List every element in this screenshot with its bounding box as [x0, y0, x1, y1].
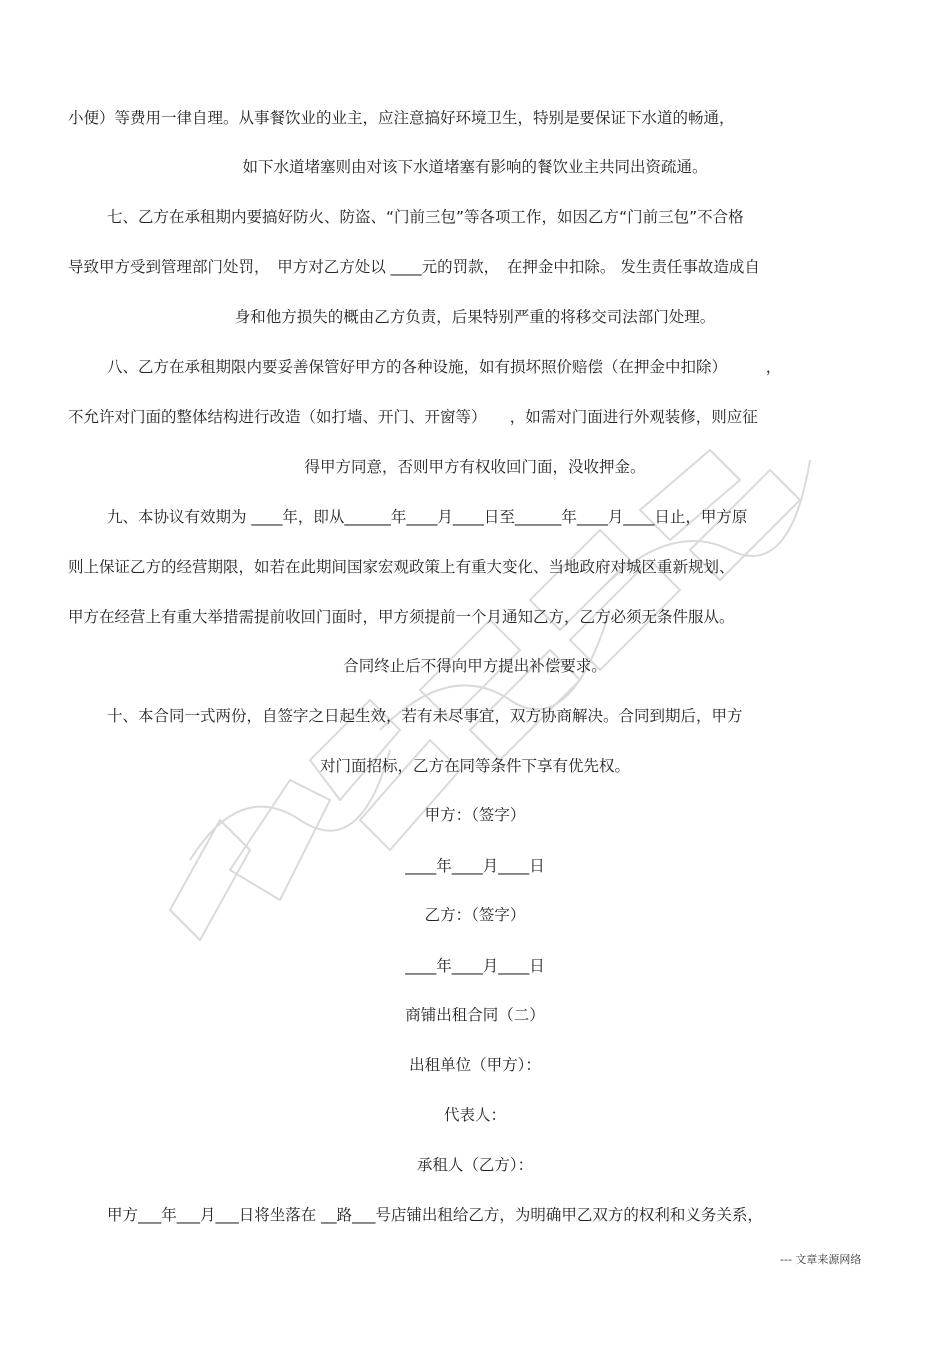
text-line-7: 不允许对门面的整体结构进行改造（如打墙、开门、开窗等） ，如需对门面进行外观装修，则应征 — [68, 408, 758, 426]
text-line-6: 八、乙方在承租期限内要妥善保管好甲方的各种设施，如有损坏照价赔偿（在押金中扣除） ， — [107, 358, 782, 376]
text-line-1: 小便）等费用一律自理。从事餐饮业的业主，应注意搞好环境卫生，特别是要保证下水道的畅通， — [68, 109, 735, 127]
signature-party-b: 乙方：（签字） — [424, 906, 526, 924]
lessee-label: 承租人（乙方）： — [416, 1156, 534, 1174]
text-line-10: 则上保证乙方的经营期限，如若在此期间国家宏观政策上有重大变化、当地政府对城区重新规划、 — [68, 558, 735, 576]
footer-source: --- 文章来源网络 — [780, 1253, 862, 1266]
text-line-13: 十、本合同一式两份，自签字之日起生效，若有未尽事宜，双方协商解决。合同到期后，甲方 — [107, 707, 743, 725]
text-line-12: 合同终止后不得向甲方提出补偿要求。 — [343, 657, 607, 675]
signature-date-b: ____年____月____日 — [405, 957, 545, 975]
text-line-11: 甲方在经营上有重大举措需提前收回门面时，甲方须提前一个月通知乙方，乙方必须无条件服从。 — [68, 608, 735, 626]
text-line-2: 如下水道堵塞则由对该下水道堵塞有影响的餐饮业主共同出资疏通。 — [242, 158, 708, 176]
text-line-8: 得甲方同意，否则甲方有权收回门面，没收押金。 — [304, 458, 646, 476]
watermark — [130, 400, 830, 960]
text-line-3: 七、乙方在承租期内要搞好防火、防盗、“门前三包”等各项工作，如因乙方“门前三包”不合格 — [107, 208, 744, 226]
text-line-23: 甲方___年___月___日将坐落在 __路___号店铺出租给乙方，为明确甲乙双方的权利和义务关系， — [107, 1206, 763, 1224]
text-line-5: 身和他方损失的概由乙方负责，后果特别严重的将移交司法部门处理。 — [234, 308, 716, 326]
signature-date-a: ____年____月____日 — [405, 857, 545, 875]
contract-title: 商铺出租合同（二） — [405, 1006, 545, 1024]
signature-party-a: 甲方：（签字） — [424, 806, 526, 824]
text-line-4: 导致甲方受到管理部门处罚， 甲方对乙方处以 ____元的罚款， 在押金中扣除。 发生责任事故造成自 — [68, 258, 760, 276]
text-line-9: 九、本协议有效期为 ____年，即从______年____月____日至______年____月____日止，甲方原 — [107, 508, 748, 526]
lessor-label: 出租单位（甲方）： — [409, 1056, 541, 1074]
representative-label: 代表人： — [443, 1106, 506, 1124]
text-line-14: 对门面招标，乙方在同等条件下享有优先权。 — [319, 757, 630, 775]
